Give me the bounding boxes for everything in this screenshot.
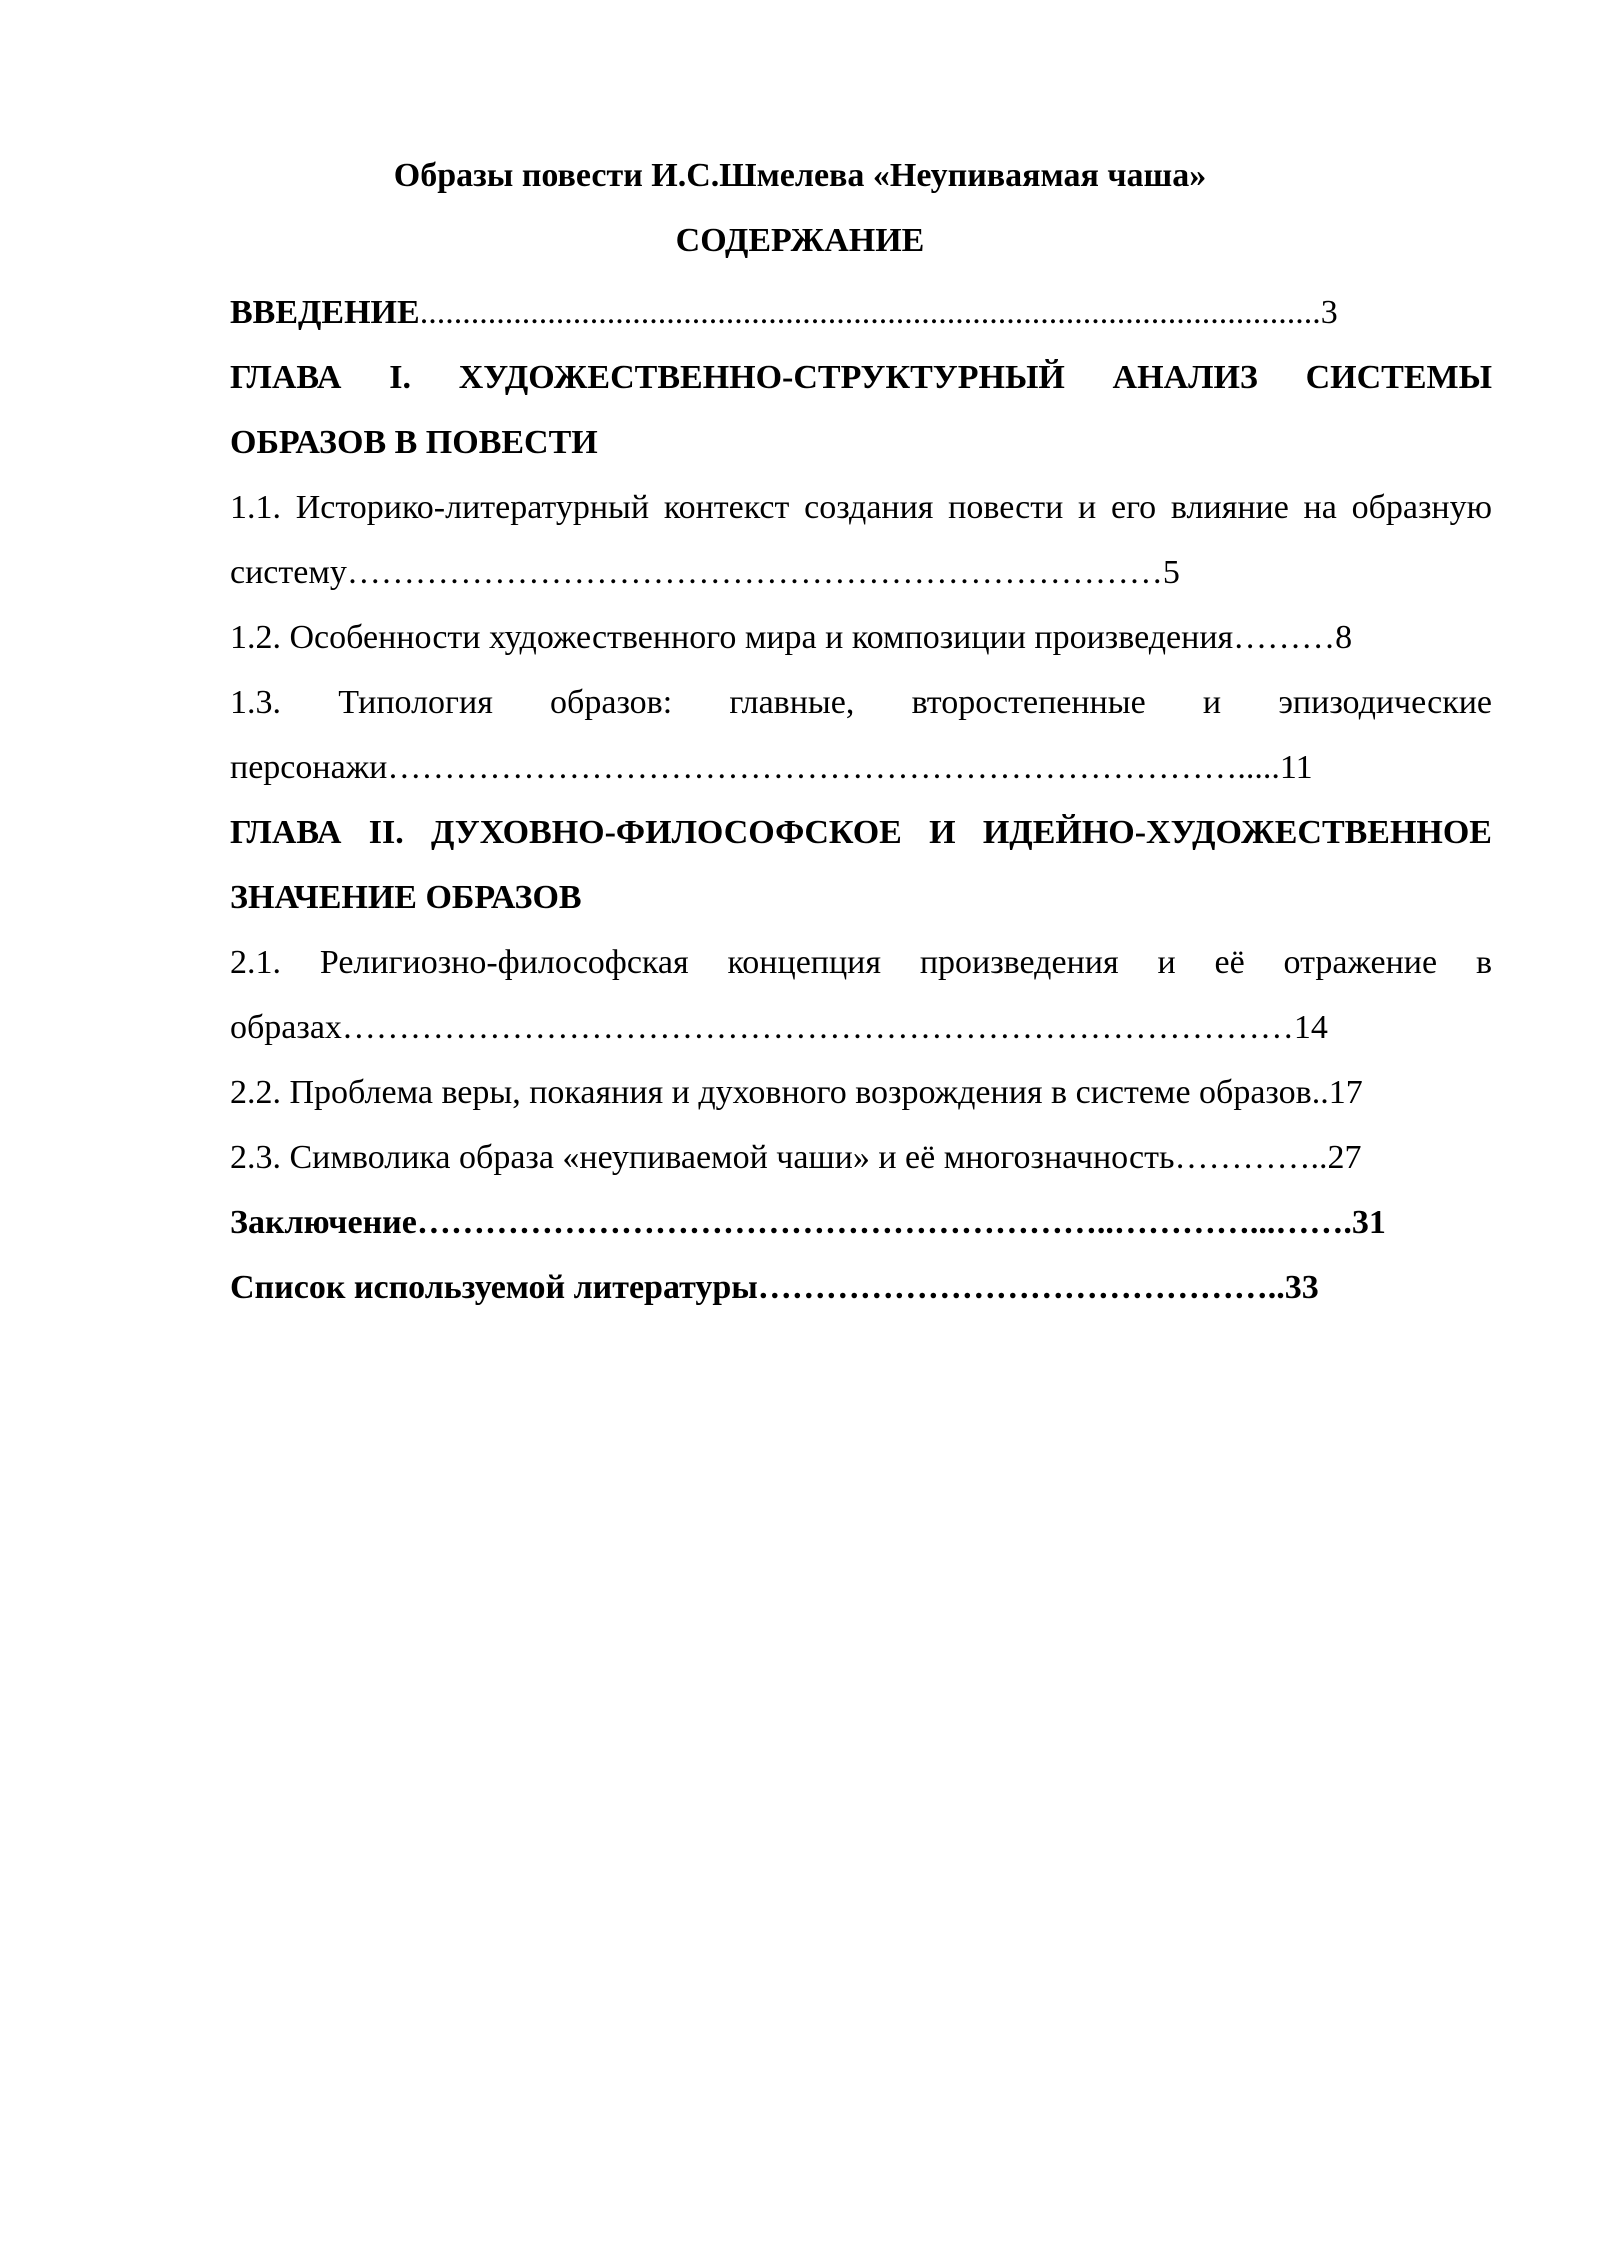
toc-entry-section-1-2: 1.2. Особенности художественного мира и композиции произведения………8 — [230, 619, 1353, 656]
toc-entry-section-1-1: 1.1. Историко-литературный контекст создания повести и его влияние на образную систему………………………………………………………………5 — [230, 489, 1492, 591]
toc-entry-section-2-1: 2.1. Религиозно-философская концепция произведения и её отражение в образах…………………………………………………………………………14 — [230, 944, 1492, 1046]
toc-entry-introduction-leader: ..........................................................................................................3 — [419, 294, 1338, 331]
table-of-contents — [230, 280, 1492, 1320]
toc-entry-introduction-label: ВВЕДЕНИЕ — [230, 294, 420, 331]
toc-entry-chapter-2: ГЛАВА II. ДУХОВНО-ФИЛОСОФСКОЕ И ИДЕЙНО-ХУДОЖЕСТВЕННОЕ ЗНАЧЕНИЕ ОБРАЗОВ — [230, 814, 1492, 916]
document-title: Образы повести И.С.Шмелева «Неупиваямая чаша» — [393, 157, 1207, 194]
toc-entry-section-1-3: 1.3. Типология образов: главные, второстепенные и эпизодические персонажи………………………………………………………………….....11 — [230, 684, 1492, 786]
toc-heading: СОДЕРЖАНИЕ — [675, 222, 925, 259]
toc-entry-chapter-1: ГЛАВА I. ХУДОЖЕСТВЕННО-СТРУКТУРНЫЙ АНАЛИЗ СИСТЕМЫ ОБРАЗОВ В ПОВЕСТИ — [230, 359, 1492, 461]
toc-entry-introduction — [230, 280, 1492, 345]
toc-entry-references: Список используемой литературы………………………………………..33 — [230, 1269, 1319, 1306]
toc-entry-section-2-2: 2.2. Проблема веры, покаяния и духовного возрождения в системе образов..17 — [230, 1074, 1363, 1111]
toc-entry-section-2-3: 2.3. Символика образа «неупиваемой чаши» и её многозначность…………..27 — [230, 1139, 1362, 1176]
toc-entry-conclusion: Заключение……………………………………………………..…………...…….31 — [230, 1204, 1386, 1241]
